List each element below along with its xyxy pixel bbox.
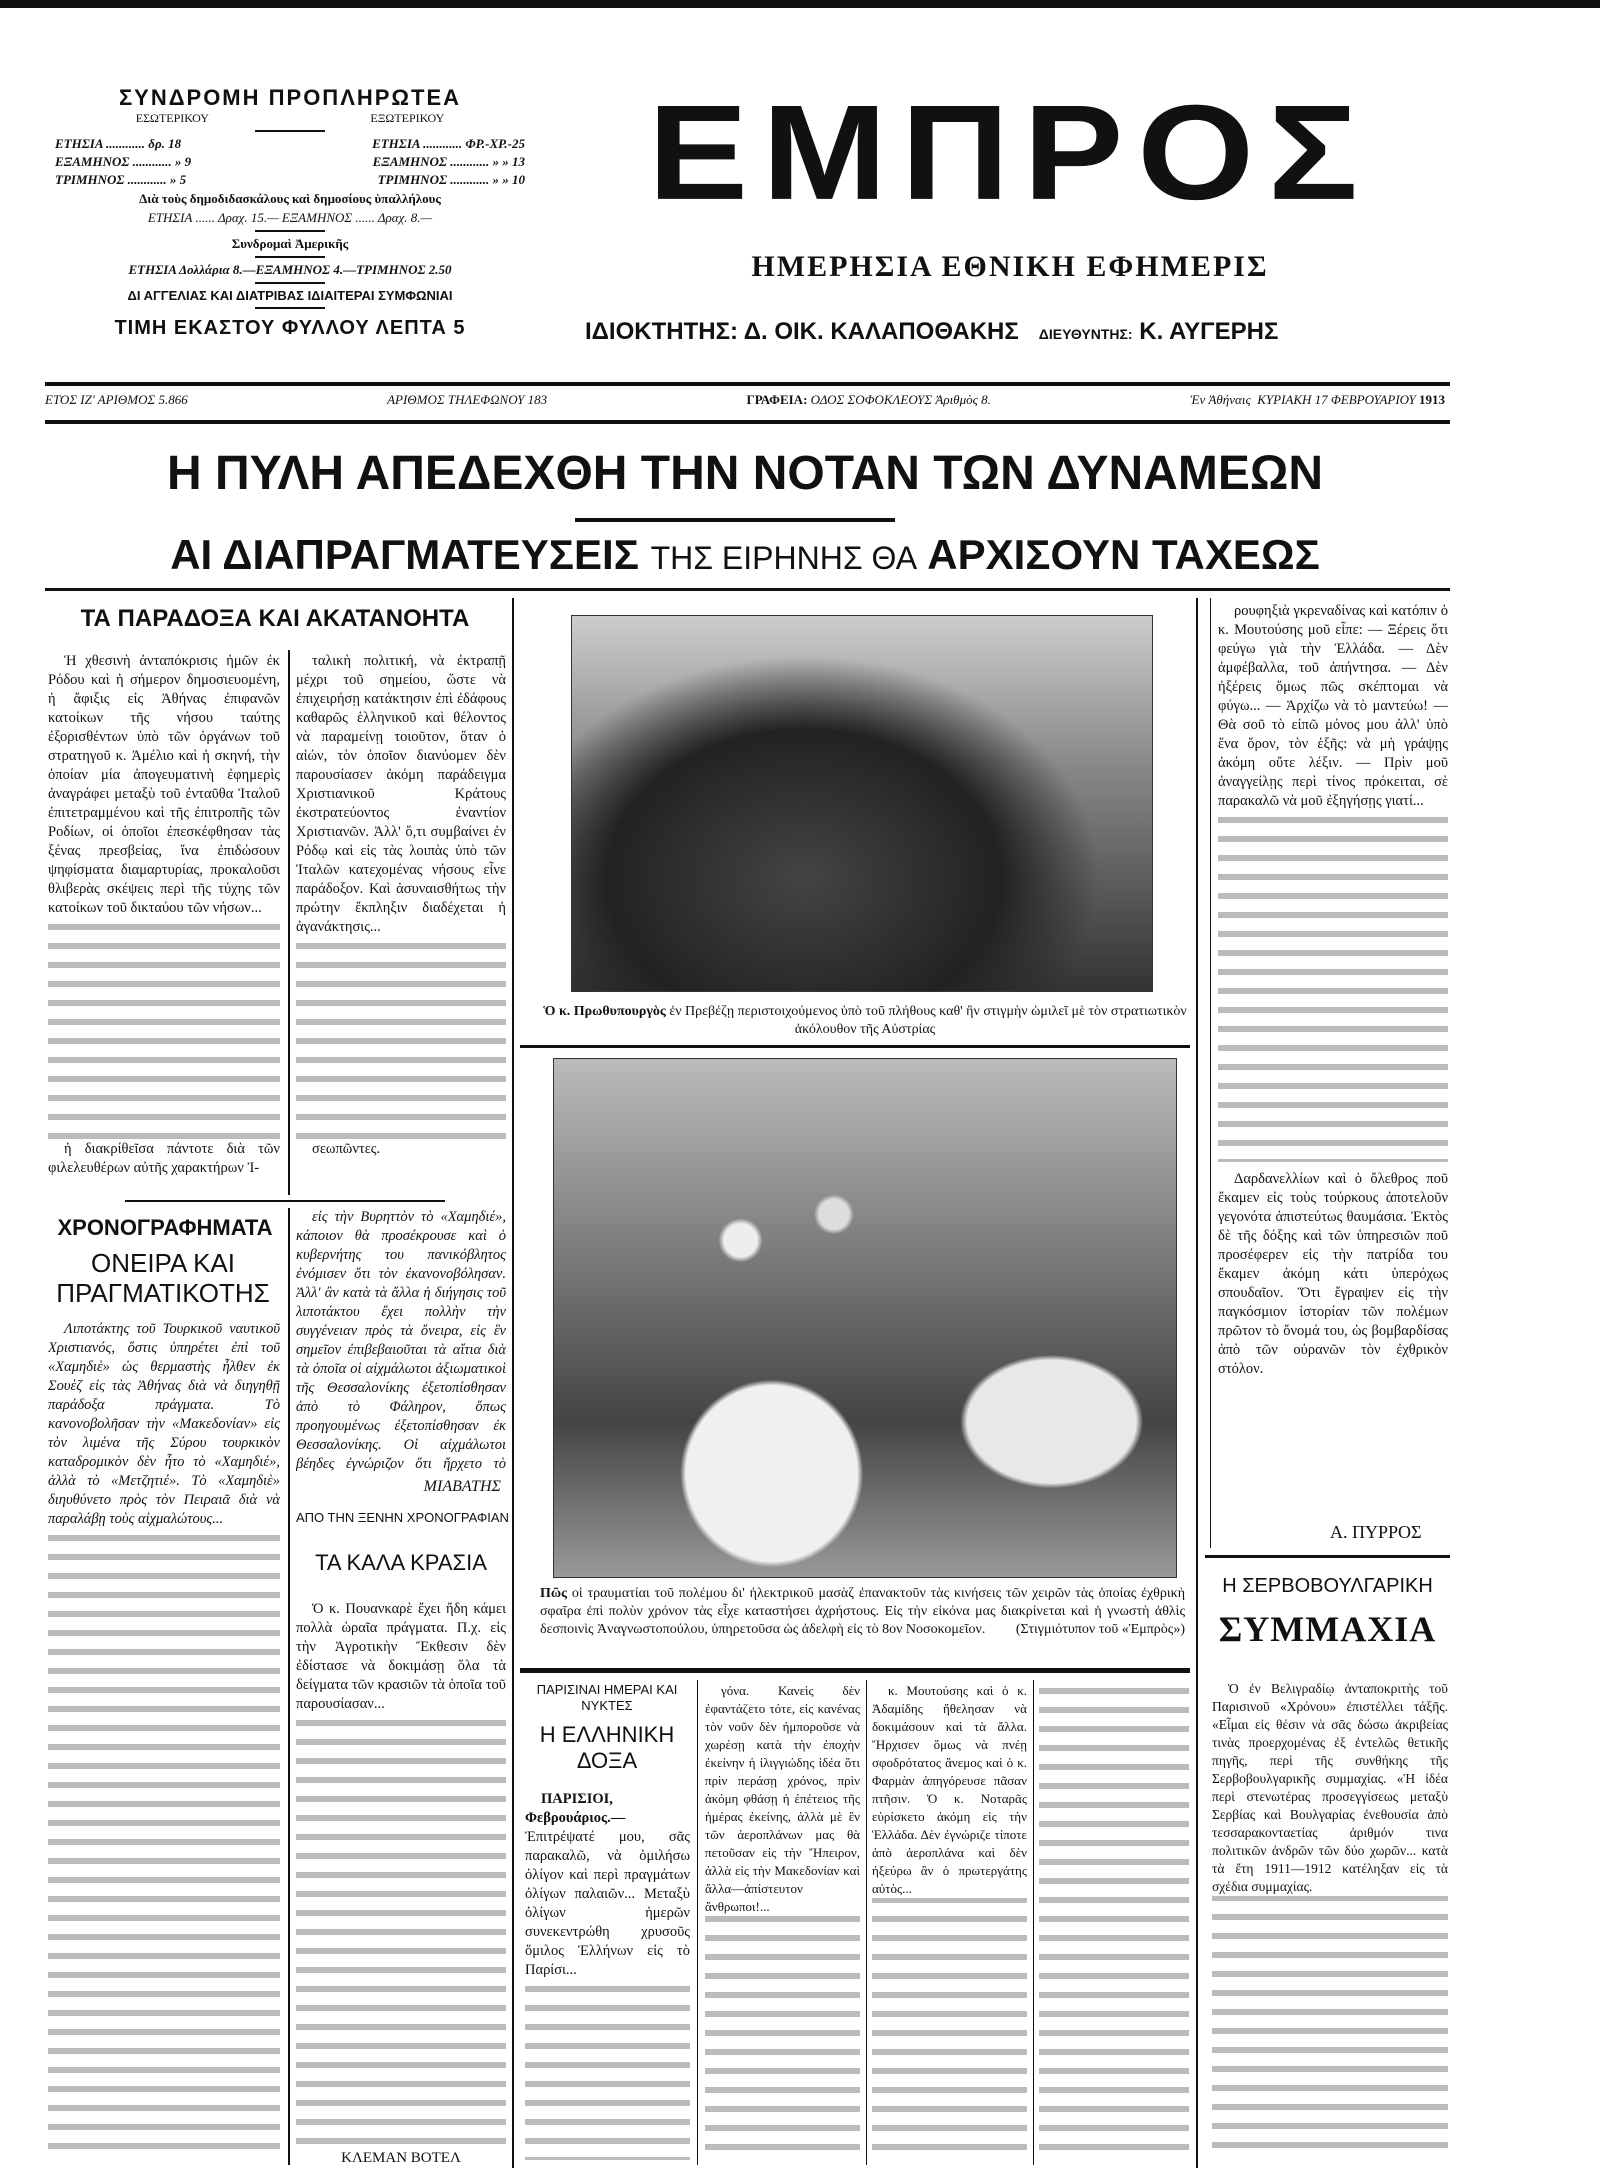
article-column <box>1218 602 1448 1162</box>
domestic-label: ΕΣΩΤΕΡΙΚΟΥ <box>135 111 209 125</box>
signature: Α. ΠΥΡΡΟΣ <box>1330 1522 1422 1542</box>
signature: ΚΛΕΜΑΝ ΒΟΤΕΛ <box>341 2150 461 2166</box>
photo-caption <box>540 1585 1185 1639</box>
photo-prime-minister-preveza <box>571 615 1153 992</box>
article-text: Ἡ χθεσινὴ ἀνταπόκρισις ἡμῶν ἐκ Ρόδου καὶ ἡ σήμερον δημοσιευομένη, ἡ ἄφιξις εἰς Ἀθήνας ἐπιφανῶν κατοίκων τῆς νήσου ταύτης ἐξορισθέντων ὑπὸ τῶν ὀργάνων τοῦ στρατηγοῦ κ. Ἀμέλιο καὶ ἡ σκηνή, τὴν ὁποίαν μία ἀπογευματινὴ ἐφημερὶς ἀναγράφει μεταξὺ τοῦ ἐνταῦθα Ἰταλοῦ ἐπιτετραμμένου καὶ τῆς ἐπιτροπῆς τῶν Ροδίων, οἱ ὁποῖοι ἐπεσκέφθησαν τὰς ξένας πρεσβείας, ἵνα ἐπιδώσουν ψηφίσματα διαμαρτυρίας, προκαλοῦσι θλιβερὰς σκέψεις περὶ τῆς τύχης τῶν κατοίκων τοῦ δικταύου τῶν νήσων... <box>48 653 280 916</box>
article-column <box>1212 1680 1448 2160</box>
foreign-label: ΕΞΩΤΕΡΙΚΟΥ <box>370 111 445 125</box>
column-rule <box>288 650 290 1195</box>
subscription-title: ΣΥΝΔΡΟΜΗ ΠΡΟΠΛΗΡΩΤΕΑ <box>118 85 462 110</box>
article-column <box>48 652 280 1140</box>
teachers-rates: ΕΤΗΣΙΑ ...... Δραχ. 15.— ΕΞΑΜΗΝΟΣ ...... Δραχ. 8.— <box>147 210 433 225</box>
column-rule <box>1210 598 1211 1548</box>
article-column <box>705 1682 860 2160</box>
article-title: ΣΥΜΜΑΧΙΑ <box>1218 1609 1437 1649</box>
article-column <box>1039 1682 1189 2160</box>
rate: ΤΡΙΜΗΝΟΣ ............ » » 10 <box>377 172 525 187</box>
dateline: ΠΑΡΙΣΙΟΙ, Φεβρουάριος.— <box>525 1791 626 1826</box>
rate: ΕΞΑΜΗΝΟΣ ............ » » 13 <box>372 154 525 169</box>
article-title: ΤΑ ΠΑΡΑΔΟΞΑ ΚΑΙ ΑΚΑΤΑΝΟΗΤΑ <box>80 605 470 632</box>
photo-caption <box>540 1003 1190 1039</box>
article-text: Ὁ ἐν Βελιγραδίῳ ἀνταποκριτὴς τοῦ Παρισινοῦ «Χρόνου» ἐπιστέλλει τάξῆς. «Εἶμαι εἰς θέσιν νὰ σᾶς δώσω ἀκριβείας τινὰς προερχομένας ἐξ ἐντελῶς θετικῆς πηγῆς, περὶ τῆς συνθήκης τῆς Σερβοβουλγαρικῆς συμμαχίας. «Ἡ ἰδέα περὶ στενωτέρας προσεγγίσεως μεταξὺ Σερβίας καὶ Βουλγαρίας ἐνεθουσία ἀπὸ τεσσαρακονταετίας ἀριθμόν τινα πολιτικῶν ἀνδρῶν τῶν δύο χωρῶν... κατὰ τὰ ἔτη 1911—1912 κατέληξαν εἰς τὰ σχέδια συμμαχίας. <box>1212 1681 1448 1894</box>
caption-text: οἱ τραυματίαι τοῦ πολέμου δι' ἠλεκτρικοῦ μασὰζ ἐπανακτοῦν τὰς κινήσεις τῶν χειρῶν τὰς ὁποίας ἐχθρικὴ σφαῖρα ἐπὶ πολὺν χρόνον τὰς εἶχε καταστήσει ἀχρήστους. Εἰς τὴν εἰκόνα μας διακρίνεται καὶ ἡ γνωστὴ ἀθλὶς δεσποινὶς Ἀναγνωστοπούλου, ὑπηρετοῦσα ὡς ἀδελφὴ εἰς τὸ 8ον Νοσοκομεῖον. <box>540 1586 1186 1637</box>
column-rule <box>1196 598 1198 2168</box>
caption-lead: Πῶς <box>540 1586 568 1601</box>
article-column <box>296 1600 506 2145</box>
article-text: ταλικὴ πολιτική, νὰ ἐκτραπῇ μέχρι τοῦ σημείου, ὥστε νὰ ἐπιχειρήσῃ κατάκτησιν ἐπὶ ἐδάφους καθαρῶς ἑλληνικοῦ καὶ θέλοντος νὰ παραμείνῃ τοιοῦτον, ὅταν ὁ αἰών, τὸν ὁποῖον διανύομεν δὲν παρουσίασεν ἀκόμη παράδειγμα Χριστιανικοῦ Κράτους ἐκστρατεύοντος ἐναντίον Χριστιανῶν. Ἀλλ' ὅ,τι συμβαίνει ἐν Ρόδῳ καὶ εἰς τὰς λοιπὰς ὑπὸ τῶν Ἰταλῶν κατεχομένας νήσους εἶνε παράδοξον. Καὶ ἀσυναισθήτως τὴν πρώτην ἔκπληξιν διαδέχεται ἡ ἀγανάκτησις... <box>296 653 506 935</box>
article-text: Λιποτάκτης τοῦ Τουρκικοῦ ναυτικοῦ Χριστιανός, ὅστις ὑπηρέτει ἐπὶ τοῦ «Χαμηδιὲ» ὡς θερμαστὴς ἦλθεν ἐκ Σουὲζ εἰς τὰς Ἀθήνας διὰ νὰ διηγηθῇ παράδοξα πράγματα. Τὸ κανονοβολῆσαν τὴν «Μακεδονίαν» εἰς τὸν λιμένα τῆς Σύρου τουρκικὸν καταδρομικὸν δὲν ἦτο τὸ «Χαμηδιέ», ἀλλὰ τὸ «Μετζητιέ». Τὸ «Χαμηδιὲ» διηυθύνετο πρὸς τὸν Πειραιᾶ διὰ νὰ παραλάβῃ τοὺς αἰχμαλώτους... <box>48 1321 280 1527</box>
issue-date: ΚΥΡΙΑΚΗ 17 ΦΕΒΡΟΥΑΡΙΟΥ <box>1257 392 1416 407</box>
ads-note: ΔΙ ΑΓΓΕΛΙΑΣ ΚΑΙ ΔΙΑΤΡΙΒΑΣ ΙΔΙΑΙΤΕΡΑΙ ΣΥΜΦΩΝΙΑΙ <box>127 288 453 303</box>
article-text: γόνα. Κανεὶς δὲν ἐφαντάζετο τότε, εἰς κανένας τὸν νοῦν δὲν ἠμποροῦσε νὰ χωρέσῃ κατὰ τὴν ἐποχὴν ἐκείνην ἡ ἰλιγγιώδης ἰδέα ὅτι πρὶν περάσῃ χρόνος, πρὶν ἀκόμη φθάσῃ ἡ ἐπέτειος τῆς ἡμέρας ἐκείνης, ἀλλὰ μὲ ἓν τῶν ἀεροπλάνων μας θὰ πετοῦσαν εἰς τὴν Ἤπειρον, ἀλλὰ εἰς τὴν Μακεδονίαν καὶ ἄλλα—ἀπίστευτον ἄνθρωποι!... <box>705 1683 860 1914</box>
section-label: ΧΡΟΝΟΓΡΑΦΗΜΑΤΑ <box>57 1215 273 1240</box>
caption-text: ἐν Πρεβέζῃ περιστοιχούμενος ὑπὸ τοῦ πλήθους καθ' ἣν στιγμὴν ὡμιλεῖ μὲ τὸν στρατιωτικὸν ἀκόλουθον τῆς Αὐστρίας <box>669 1004 1187 1037</box>
article-end <box>1218 1170 1448 1515</box>
masthead-subtitle: ΗΜΕΡΗΣΙΑ ΕΘΝΙΚΗ ΕΦΗΜΕΡΙΣ <box>751 250 1269 283</box>
place: Ἐν Ἀθήναις <box>1190 392 1251 407</box>
subscription-box <box>55 85 525 340</box>
article-text: σεωπῶντες. <box>296 1140 506 1159</box>
top-rule <box>0 0 1600 8</box>
article-text: κ. Μουτούσης καὶ ὁ κ. Ἀδαμίδης ἤθελησαν νὰ δοκιμάσουν καὶ τὰ ἄλλα. Ἤρχισεν ὅμως νὰ πνέῃ σφοδρότατος ἄνεμος καὶ ὁ κ. Φαρμὰν ἀπηγόρευσε πᾶσαν πτῆσιν. Ὁ κ. Νοταρᾶς εὑρίσκετο ἀκόμη εἰς τὴν Ἑλλάδα. Δὲν ἐγνώριζε τίποτε ἀπὸ ἀεροπλάνα καὶ δὲν ἠξεύρω ἂν ὁ πρωτεργάτης αὐτὸς... <box>872 1683 1027 1896</box>
article-title: Η ΕΛΛΗΝΙΚΗ ΔΟΞΑ <box>539 1722 675 1773</box>
article-column <box>48 1320 280 2160</box>
director-name: Κ. ΑΥΓΕΡΗΣ <box>1139 318 1279 345</box>
rate: ΕΤΗΣΙΑ ............ δρ. 18 <box>55 136 182 151</box>
section-label: ΠΑΡΙΣΙΝΑΙ ΗΜΕΡΑΙ ΚΑΙ ΝΥΚΤΕΣ <box>536 1682 678 1713</box>
sub-headline <box>40 528 1450 585</box>
section-label: ΑΠΟ ΤΗΝ ΞΕΝΗΝ ΧΡΟΝΟΓΡΑΦΙΑΝ <box>296 1510 509 1525</box>
column-rule <box>697 1680 698 2165</box>
main-headline: Η ΠΥΛΗ ΑΠΕΔΕΧΘΗ ΤΗΝ ΝΟΤΑΝ ΤΩΝ ΔΥΝΑΜΕΩΝ <box>167 447 1323 500</box>
photo-credit: (Στιγμιότυπον τοῦ «Ἐμπρὸς») <box>1015 1622 1185 1637</box>
article-title: ΤΑ ΚΑΛΑ ΚΡΑΣΙΑ <box>315 1550 487 1575</box>
article-text: ἡ διακρίθεῖσα πάντοτε διὰ τῶν φιλελευθέρων αὐτῆς χαρακτήρων Ἰ- <box>48 1141 280 1176</box>
article-text: ρουφηξιὰ γκρεναδίνας καὶ κατόπιν ὁ κ. Μουτούσης μοῦ εἶπε: — Ξέρεις ὅτι φεύγω γιὰ τὴν Ἑλλάδα. — Δὲν ἀμφέβαλλα, τοῦ ἀπήντησα. — Δὲν ἠξέρεις ὅμως πῶς σκέπτομαι νὰ φύγω... — Ἀρχίζω νὰ τὸ μαντεύω! — Θὰ σοῦ τὸ εἰπῶ μόνος μου ἀλλ' ὑπὸ ἕνα ὅρον, τὸν ἑξῆς: νὰ μὴ γράψῃς ἀκόμη οὔτε λέξιν. — Πρὶν μοῦ ἀναγγείλῃς περὶ τίνος πρόκειται, σὲ παρακαλῶ νὰ μοῦ ἐξηγήσῃς γιατί... <box>1218 603 1448 809</box>
divider <box>45 382 1450 386</box>
ornament-rule <box>575 518 895 522</box>
article-text: Ὁ κ. Πουανκαρὲ ἔχει ἤδη κάμει πολλὰ ὡραῖα πράγματα. Π.χ. εἰς τὴν Ἀγροτικὴν Ἔκθεσιν δὲν ἐδίστασε νὰ δοκιμάσῃ ὅλα τὰ δείγματα τῶν κρασιῶν τὰ ὁποῖα τοῦ παρουσίασαν... <box>296 1601 506 1712</box>
article-text: Δαρδανελλίων καὶ ὁ ὄλεθρος ποῦ ἔκαμεν εἰς τοὺς τούρκους ἀποτελοῦν γεγονότα ἀπιστεύτως θαυμάσια. Ἐκτὸς δὲ τῆς δόξης καὶ τῶν ὑπηρεσιῶν ποῦ προσέφερεν εἰς τὴν πατρίδα του ἔκαμεν ἀκόμη κάτι ὑπερόχως σπουδαῖον. Ὅτι ἔγραψεν εἰς τὴν παγκόσμιον ἱστορίαν τῶν πολέμων πρῶτον τὸ ὄνομά του, ὡς βομβαρδίσας ἀπὸ τῶν οὐρανῶν τὸν ἐχθρικὸν στόλον. <box>1218 1171 1448 1377</box>
divider <box>520 1045 1190 1048</box>
column-rule <box>512 598 514 2168</box>
article-column <box>296 652 506 1140</box>
article-text: Ἐπιτρέψατέ μου, σᾶς παρακαλῶ, νὰ ὁμιλήσω ὀλίγον καὶ περὶ πραγμάτων ὀλίγων παλαιῶν... Μεταξὺ ὀλίγων ἡμερῶν συνεκεντρώθη χρυσοῦς ὅμιλος Ἑλλήνων εἰς τὸ Παρίσι... <box>525 1829 690 1978</box>
rate: ΕΤΗΣΙΑ ............ ΦΡ.-ΧΡ.-25 <box>372 136 525 151</box>
article-column <box>525 1790 690 2160</box>
photo-wounded-soldiers <box>553 1058 1177 1578</box>
owner-label: ΙΔΙΟΚΤΗΤΗΣ: <box>585 318 738 345</box>
caption-lead: Ὁ κ. Πρωθυπουργὸς <box>543 1004 666 1019</box>
divider <box>1205 1555 1450 1558</box>
divider <box>520 1668 1190 1673</box>
divider <box>45 420 1450 424</box>
article-text: εἰς τὴν Βυρηττὸν τὸ «Χαμηδιέ», κάποιον θὰ προσέκρουσε καὶ ὁ κυβερνήτης του πανικόβλητος ἐνόμισεν ὅτι τὸν ἐκανονοβόλησαν. Ἀλλ' ἂν κατὰ τὰ ἄλλα ἡ διήγησις τοῦ λιποτάκτου ἔχει πολλὴν τὴν συγγένειαν πρὸς τὰ ὄνειρα, εἰς ἓν σημεῖον ἐπιβεβαιοῦται τὰ αἴτια διὰ τὰ ὁποῖα οἱ αἰχμάλωτοι ἀξιωματικοὶ τῆς Θεσσαλονίκης ἐξετοπίσθησαν ἀπὸ τὸ Φάληρον, ὅπως προηγουμένως ἐξετοπίσθησαν ἐκ Θεσσαλονίκης. Οἱ αἰχμάλωτοι βέηδες ἐγνώριζον ὅτι ἤρχετο τὸ <box>296 1208 506 1473</box>
issue-info-bar <box>45 392 1445 408</box>
column-rule <box>288 1208 290 2165</box>
office-address: ΟΔΟΣ ΣΟΦΟΚΛΕΟΥΣ Ἀριθμὸς 8. <box>810 392 991 407</box>
phone-number: ΑΡΙΘΜΟΣ ΤΗΛΕΦΩΝΟΥ 183 <box>387 392 548 407</box>
sub-headline-part: ΑΙ ΔΙΑΠΡΑΓΜΑΤΕΥΣΕΙΣ <box>170 531 639 578</box>
america-rates: ΕΤΗΣΙΑ Δολλάρια 8.—ΕΞΑΜΗΝΟΣ 4.—ΤΡΙΜΗΝΟΣ 2.50 <box>128 262 452 277</box>
issue-year: 1913 <box>1419 392 1445 407</box>
rate: ΤΡΙΜΗΝΟΣ ............ » 5 <box>55 172 187 187</box>
column-rule <box>1033 1680 1034 2165</box>
article-title: Η ΣΕΡΒΟΒΟΥΛΓΑΡΙΚΗ <box>1222 1575 1433 1597</box>
masthead-logo: ΕΜΠΡΟΣ <box>647 76 1373 228</box>
issue-number: ΕΤΟΣ ΙΖ' ΑΡΙΘΜΟΣ 5.866 <box>45 392 188 407</box>
signature: ΜΙΑΒΑΤΗΣ <box>423 1478 501 1495</box>
sub-headline-part: ΤΗΣ ΕΙΡΗΝΗΣ ΘΑ <box>650 540 918 576</box>
office-label: ΓΡΑΦΕΙΑ: <box>746 392 808 407</box>
director-label: ΔΙΕΥΘΥΝΤΗΣ: <box>1038 326 1133 342</box>
article-column <box>296 1208 506 1473</box>
teachers-note: Διὰ τοὺς δημοδιδασκάλους καὶ δημοσίους ὑπαλλήλους <box>139 191 441 206</box>
price-note: ΤΙΜΗ ΕΚΑΣΤΟΥ ΦΥΛΛΟΥ ΛΕΠΤΑ 5 <box>114 317 466 339</box>
rate: ΕΞΑΜΗΝΟΣ ............ » 9 <box>55 154 192 169</box>
divider <box>125 1200 445 1202</box>
column-rule <box>866 1680 867 2165</box>
article-end <box>296 1140 506 1197</box>
article-title: ΟΝΕΙΡΑ ΚΑΙ ΠΡΑΓΜΑΤΙΚΟΤΗΣ <box>56 1248 270 1308</box>
divider <box>45 588 1450 591</box>
article-column <box>872 1682 1027 2160</box>
sub-headline-part: ΑΡΧΙΣΟΥΝ ΤΑΧΕΩΣ <box>927 531 1320 578</box>
owner-name: Δ. ΟΙΚ. ΚΑΛΑΠΟΘΑΚΗΣ <box>743 318 1019 345</box>
masthead-credits <box>585 318 1445 346</box>
article-end <box>48 1140 280 1197</box>
america-label: Συνδρομαὶ Ἀμερικῆς <box>231 236 349 251</box>
